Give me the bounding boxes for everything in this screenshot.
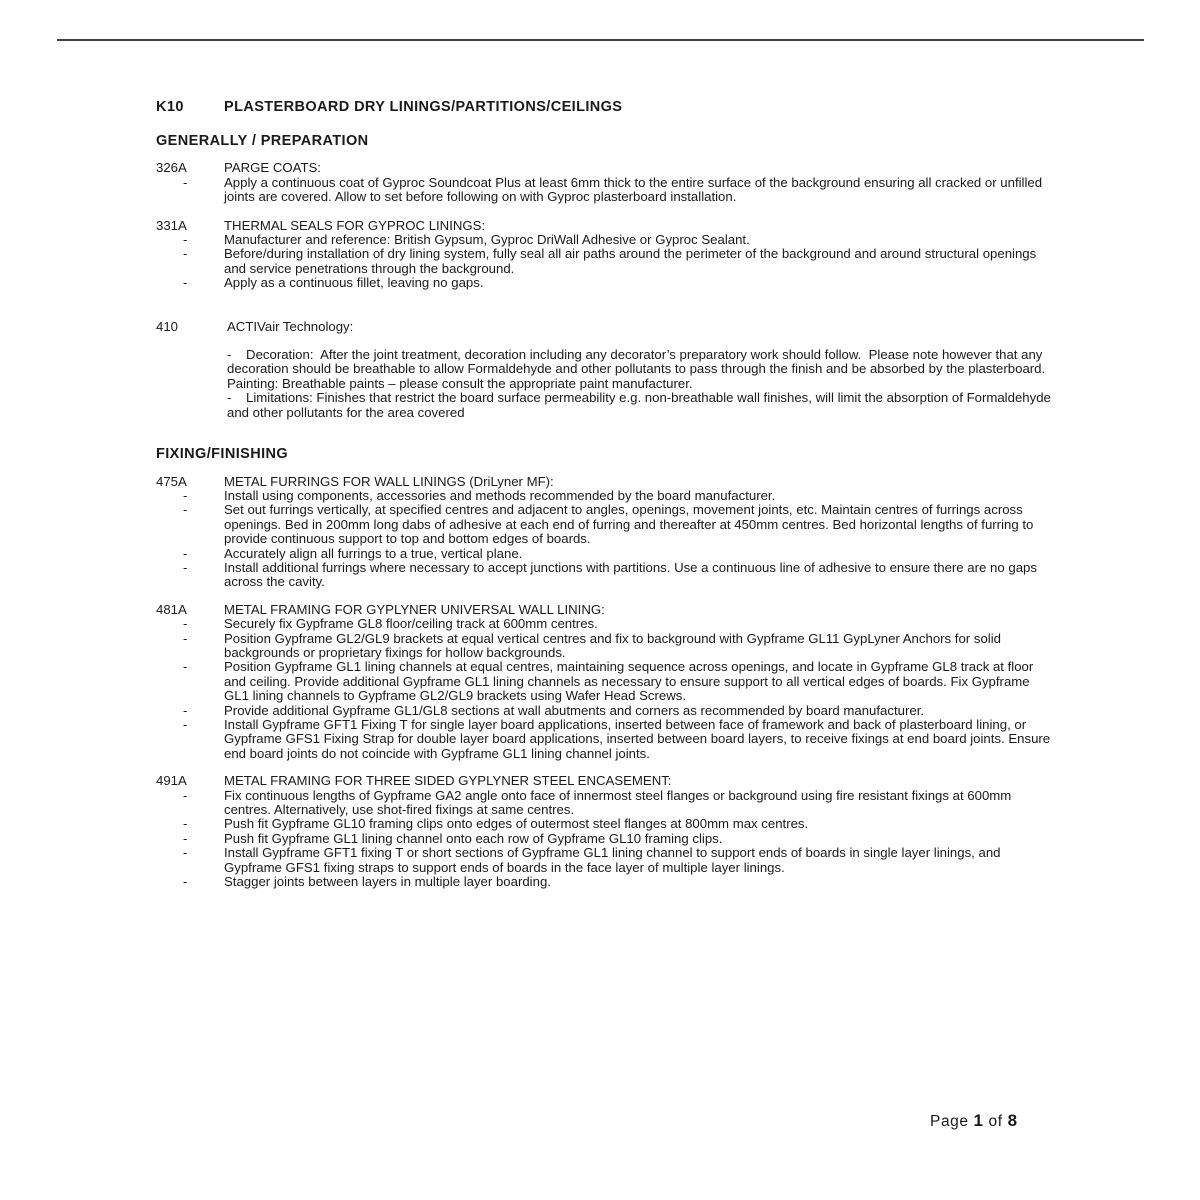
current-page: 1 — [973, 1111, 984, 1130]
list-item: - Accurately align all furrings to a true, vertical plane. — [183, 545, 523, 561]
list-item: - Install additional furrings where necessary to accept junctions with partitions. Use a continuous line of adhesive to ensure there are no gaps across the cavity. — [183, 559, 1037, 590]
decoration-paragraph: - Decoration: After the joint treatment, decoration including any decorator’s preparatory work should follow. Please note however that any decoration should be breathable to allow Formaldehyde and other pollutants to pass through the finish and be absorbed by the plasterboard. — [227, 347, 1047, 377]
clause-number: 331A — [156, 217, 187, 233]
list-item: - Securely fix Gypframe GL8 floor/ceiling track at 600mm centres. — [183, 616, 598, 632]
document-title — [156, 100, 1056, 120]
clause-title: THERMAL SEALS FOR GYPROC LININGS: — [224, 217, 486, 233]
list-item: - Apply a continuous coat of Gyproc Soundcoat Plus at least 6mm thick to the entire surface of the background ensuring all cracked or unfilled joints are covered. Allow to set before following on with Gyproc plasterboard installation. — [183, 174, 1043, 205]
section-heading: GENERALLY / PREPARATION — [156, 133, 369, 149]
clause-410 — [156, 320, 1056, 420]
document-body — [156, 100, 1056, 889]
section-heading: FIXING/FINISHING — [156, 446, 289, 463]
clause-331a — [156, 219, 1056, 291]
list-item: - Install Gypframe GFT1 Fixing T for single layer board applications, inserted between face of framework and back of plasterboard lining, or Gypframe GFS1 Fixing Strap for double layer board applications, inserted between board layers, to receive fixings at end board joints. Ensure end board joints do not coincide with Gypframe GL1 lining channel joints. — [183, 717, 1051, 761]
page-number: Page 1 of 8 — [930, 1111, 1018, 1130]
clause-number: 410 — [156, 318, 179, 334]
title-text: PLASTERBOARD DRY LININGS/PARTITIONS/CEILINGS — [224, 99, 623, 115]
list-item: - Position Gypframe GL1 lining channels at equal centres, maintaining sequence across openings, and locate in Gypframe GL8 track at floor and ceiling. Provide additional Gypframe GL1 lining channels as necessary to ensure support to all vertical edges of boards. Fix Gypframe GL1 lining channels to Gypframe GL2/GL9 brackets using Wafer Head Screws. — [183, 659, 1034, 704]
list-item: - Install using components, accessories and methods recommended by the board manufacturer. — [183, 487, 776, 503]
clause-code: K10 — [156, 99, 184, 115]
list-item: - Manufacturer and reference: British Gypsum, Gyproc DriWall Adhesive or Gyproc Sealant. — [183, 232, 750, 248]
list-item: - Position Gypframe GL2/GL9 brackets at equal vertical centres and fix to background with Gypframe GL11 GypLyner Anchors for solid backgrounds or proprietary fixings for hollow backgrounds. — [183, 630, 1001, 660]
clause-491a — [156, 774, 1056, 889]
clause-title: METAL FRAMING FOR GYPLYNER UNIVERSAL WALL LINING: — [224, 601, 605, 617]
clause-475a — [156, 475, 1056, 590]
list-item: - Push fit Gypframe GL10 framing clips onto edges of outermost steel flanges at 800mm max centres. — [183, 816, 809, 832]
paragraph-block — [156, 348, 1056, 420]
list-item: - Fix continuous lengths of Gypframe GA2 angle onto face of innermost steel flanges or background using fire resistant fixings at 600mm centres. Alternatively, use shot-fired fixings at same centres. — [183, 787, 1012, 818]
clause-326a — [156, 161, 1056, 204]
clause-title: METAL FURRINGS FOR WALL LININGS (DriLyner MF): — [224, 473, 554, 489]
list-item: - Push fit Gypframe GL1 lining channel onto each row of Gypframe GL10 framing clips. — [183, 830, 723, 846]
clause-number: 491A — [156, 773, 187, 789]
clause-number: 475A — [156, 473, 187, 489]
list-item: - Apply as a continuous fillet, leaving no gaps. — [183, 275, 484, 291]
list-item: - Provide additional Gypframe GL1/GL8 sections at wall abutments and corners as recommended by board manufacturer. — [183, 702, 925, 718]
list-item: - Before/during installation of dry lining system, fully seal all air paths around the perimeter of the background and around structural openings and service penetrations through the background. — [183, 246, 1037, 276]
clause-title: METAL FRAMING FOR THREE SIDED GYPLYNER STEEL ENCASEMENT: — [224, 773, 672, 789]
limitations-paragraph: - Limitations: Finishes that restrict the board surface permeability e.g. non-breathable wall finishes, will limit the absorption of Formaldehyde and other pollutants for the area covered — [227, 390, 1055, 420]
list-item: - Set out furrings vertically, at specified centres and adjacent to angles, openings, movement joints, etc. Maintain centres of furrings across openings. Bed in 200mm long dabs of adhesive at each end of furring and thereafter at 450mm centres. Bed horizontal lengths of furring to provide continuous support to top and bottom edges of boards. — [183, 502, 1034, 547]
list-item: - Install Gypframe GFT1 fixing T or short sections of Gypframe GL1 lining channel to support ends of boards in single layer linings, and Gypframe GFS1 fixing straps to support ends of boards in the face layer of multiple layer linings. — [183, 845, 1001, 875]
clause-number: 481A — [156, 601, 187, 617]
clause-title: ACTIVair Technology: — [227, 318, 354, 334]
total-pages: 8 — [1007, 1111, 1018, 1130]
header-rule — [57, 39, 1144, 41]
clause-481a — [156, 603, 1056, 761]
list-item: - Stagger joints between layers in multiple layer boarding. — [183, 874, 551, 890]
clause-number: 326A — [156, 160, 187, 176]
clause-title: PARGE COATS: — [224, 160, 321, 176]
painting-paragraph: Painting: Breathable paints – please consult the appropriate paint manufacturer. — [227, 375, 693, 391]
